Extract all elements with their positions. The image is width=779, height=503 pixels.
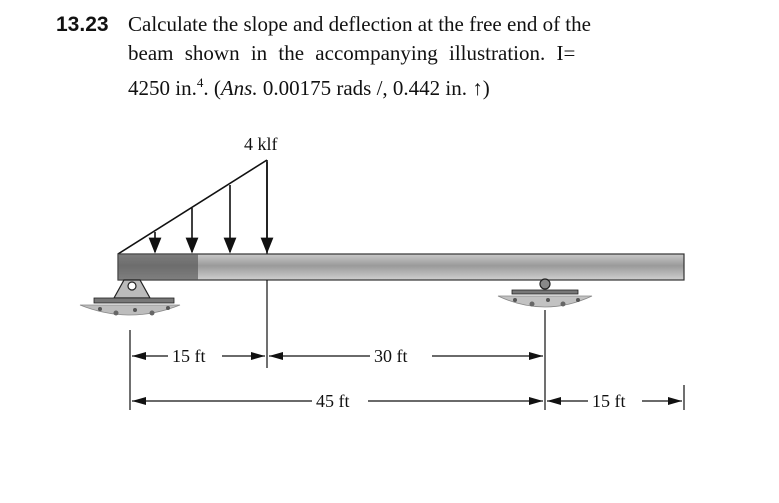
answer-open: . ( [203,76,221,100]
dim-15ft-left: 15 ft [172,346,206,366]
dim-15ft-right: 15 ft [592,391,626,411]
distributed-load [118,160,267,254]
beam-shadow [118,254,198,280]
load-label: 4 klf [244,134,278,154]
beam [118,254,684,280]
dim-30ft: 30 ft [374,346,408,366]
moment-of-inertia-value: 4250 in. [128,76,197,100]
problem-line-2: beam shown in the accompanying illustration. I= [128,41,576,65]
roller-support [498,279,592,307]
answer-label: Ans. [220,76,258,100]
problem-line-1: Calculate the slope and deflection at the free end of the [128,12,591,36]
pin-support [80,280,180,316]
answer-values: 0.00175 rads /, 0.442 in. ↑) [257,76,490,100]
moment-of-inertia-exponent: 4 [196,75,204,90]
problem-number: 13.23 [56,13,109,36]
dim-45ft: 45 ft [316,391,350,411]
